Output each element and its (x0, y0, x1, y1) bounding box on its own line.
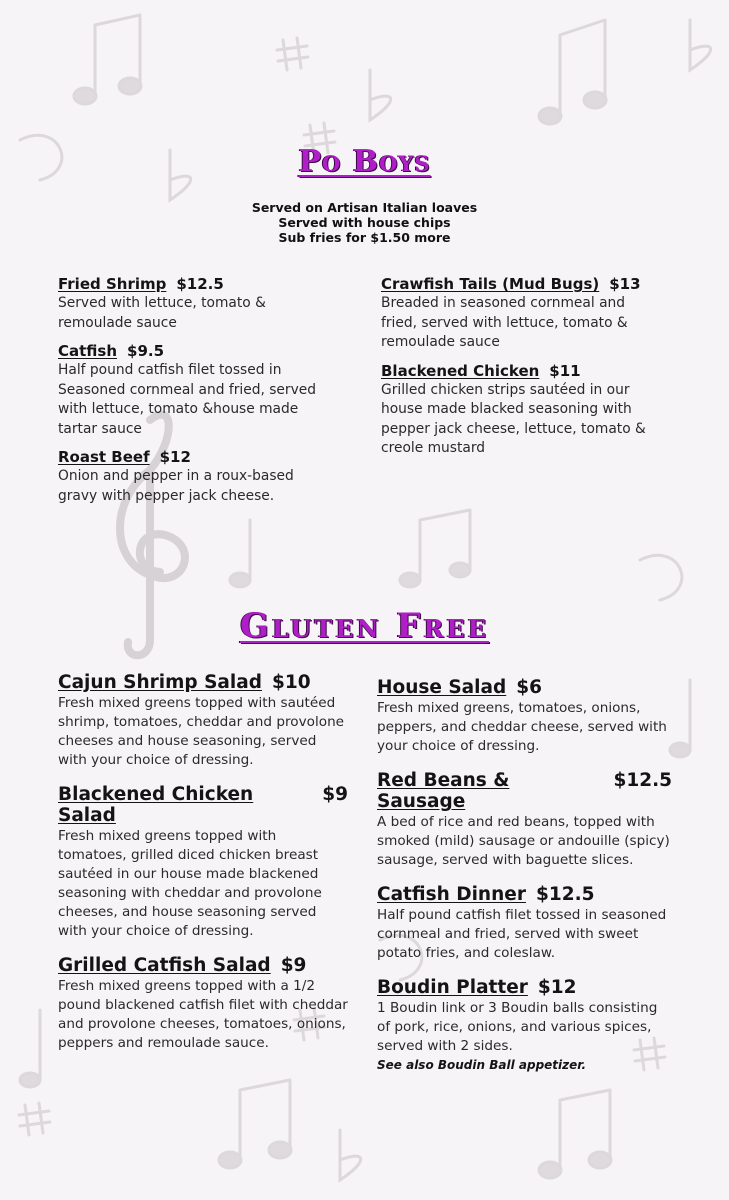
item-name: Crawfish Tails (Mud Bugs) (381, 275, 600, 293)
menu-item (377, 977, 672, 1072)
item-price: $6 (516, 677, 542, 698)
menu-item (58, 448, 333, 506)
item-price: $12.5 (535, 884, 595, 905)
subtitle-line: Served on Artisan Italian loaves (251, 200, 478, 215)
item-price: $11 (549, 361, 581, 380)
gluten-free-left-column (58, 672, 348, 1067)
item-description: Grilled chicken strips sautéed in our house made blacked seasoning with pepper jack cheese, lettuce, tomato & creole mustard (381, 381, 646, 456)
item-description: 1 Boudin link or 3 Boudin balls consisting of pork, rice, onions, and various spices, served with 2 sides. (377, 1000, 658, 1054)
menu-item (381, 362, 651, 459)
item-description: Fresh mixed greens, tomatoes, onions, peppers, and cheddar cheese, served with your choice of dressing. (377, 700, 667, 754)
item-description: Fresh mixed greens topped with a 1/2 pound blackened catfish filet with cheddar and provolone cheeses, tomatoes, onions, peppers and remoulade sauce. (58, 978, 348, 1051)
menu-item (377, 884, 672, 963)
item-price: $10 (271, 672, 311, 693)
menu-item (58, 784, 348, 941)
menu-item (377, 770, 672, 870)
po-boys-title: Po Boys (298, 144, 431, 179)
item-name: Grilled Catfish Salad (58, 955, 271, 976)
item-name: Blackened Chicken Salad (58, 784, 254, 826)
item-description: Breaded in seasoned cornmeal and fried, served with lettuce, tomato & remoulade sauce (381, 295, 628, 350)
menu-item (381, 275, 651, 353)
item-name: Roast Beef (58, 448, 150, 466)
item-description: Fresh mixed greens topped with sautéed shrimp, tomatoes, cheddar and provolone cheeses and house seasoning, served with your choice of dressing. (58, 695, 345, 768)
item-name: Fried Shrimp (58, 275, 167, 293)
menu-item (58, 342, 333, 439)
item-name: Catfish (58, 342, 118, 360)
item-price: $9.5 (127, 342, 165, 360)
item-name: Blackened Chicken (381, 361, 540, 380)
menu-item (58, 672, 348, 770)
subtitle-line: Sub fries for $1.50 more (278, 230, 451, 245)
item-price: $9 (280, 955, 307, 976)
item-description: Half pound catfish filet tossed in Seasoned cornmeal and fried, served with lettuce, tomato &house made tartar sauce (58, 362, 316, 437)
po-boys-right-column (381, 275, 651, 468)
item-name: Catfish Dinner (377, 884, 526, 905)
subtitle-line: Served with house chips (278, 215, 451, 230)
item-price: $12 (159, 448, 191, 466)
item-description: A bed of rice and red beans, topped with smoked (mild) sausage or andouille (spicy) sausage, served with baguette slices. (377, 814, 670, 868)
item-name: Boudin Platter (377, 977, 528, 998)
item-description: Half pound catfish filet tossed in seasoned cornmeal and fried, served with sweet potato fries, and coleslaw. (377, 907, 667, 961)
item-price: $9 (322, 784, 348, 805)
item-description: Served with lettuce, tomato & remoulade sauce (58, 295, 266, 331)
po-boys-subtitle (0, 200, 729, 245)
item-name: House Salad (377, 677, 507, 698)
gluten-free-right-column (377, 677, 672, 1086)
item-name: Cajun Shrimp Salad (58, 672, 262, 693)
item-price: $12 (537, 977, 577, 998)
item-description: Onion and pepper in a roux-based gravy with pepper jack cheese. (58, 468, 294, 504)
menu-item (58, 955, 348, 1053)
item-description: Fresh mixed greens topped with tomatoes, grilled diced chicken breast sautéed in our house made blackened seasoning with cheddar and provolone cheeses, and house seasoning served with your choice of dressing. (58, 828, 322, 939)
boudin-note: See also Boudin Ball appetizer. (377, 1058, 587, 1072)
po-boys-left-column (58, 275, 333, 515)
gluten-free-title: Gluten Free (239, 606, 490, 646)
item-price: $12.5 (613, 770, 672, 791)
menu-item (377, 677, 672, 756)
item-name: Red Beans & Sausage (377, 770, 510, 812)
item-price: $12.5 (176, 275, 224, 293)
item-price: $13 (609, 275, 641, 293)
menu-item (58, 275, 333, 333)
